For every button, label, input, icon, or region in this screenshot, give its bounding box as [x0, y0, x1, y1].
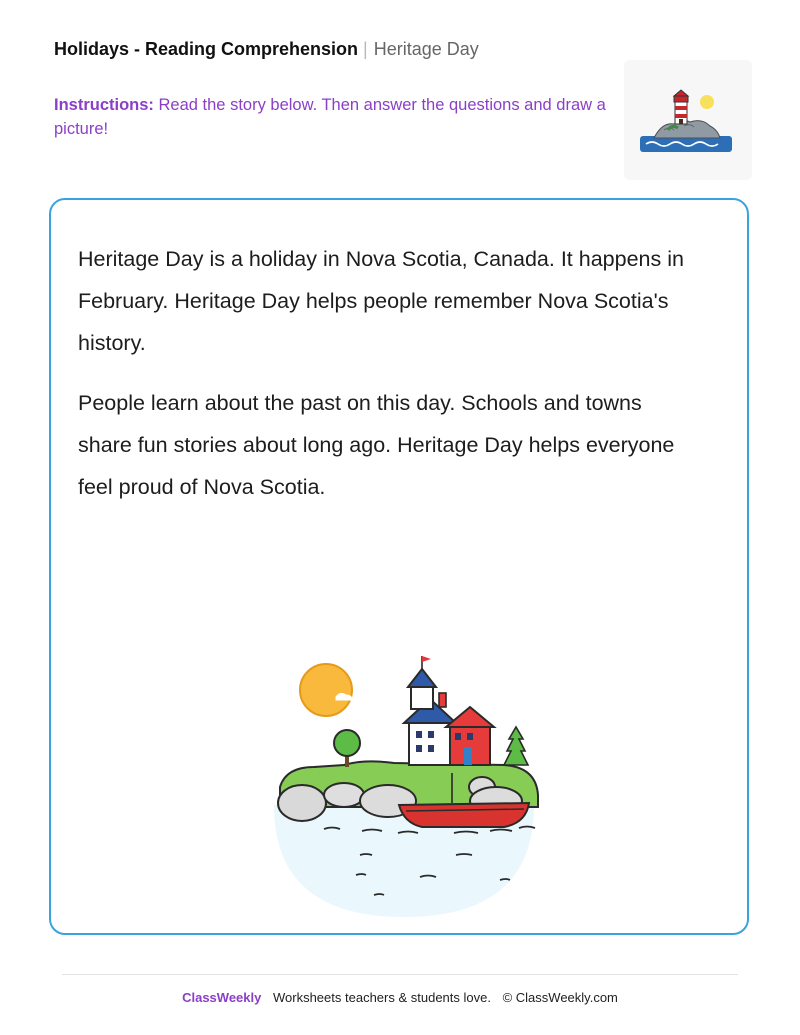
- footer-brand: ClassWeekly: [182, 990, 262, 1005]
- page-title: [54, 38, 479, 60]
- worksheet-title: Holidays - Reading Comprehension: [54, 39, 359, 59]
- story-box: [49, 198, 749, 935]
- worksheet-subtitle: Heritage Day: [373, 39, 479, 59]
- island-house-boat-illustration: [264, 655, 544, 925]
- footer: [0, 990, 800, 1005]
- story-paragraph-1: Heritage Day is a holiday in Nova Scotia, Canada. It happens in February. Heritage Day helps people remember Nova Scotia's history.: [78, 247, 684, 355]
- lighthouse-icon: [624, 60, 752, 180]
- instructions-text: Read the story below. Then answer the questions and draw a picture!: [54, 96, 606, 138]
- footer-tagline: Worksheets teachers & students love.: [272, 990, 491, 1005]
- instructions: [54, 93, 614, 141]
- footer-divider: [62, 974, 738, 975]
- story-paragraph-2: People learn about the past on this day. Schools and towns share fun stories about long ago. Heritage Day helps everyone feel proud of Nova Scotia.: [78, 391, 675, 499]
- instructions-label: Instructions:: [54, 96, 154, 114]
- story-text: [78, 238, 698, 526]
- footer-copyright: © ClassWeekly.com: [502, 990, 618, 1005]
- title-separator: |: [363, 39, 368, 59]
